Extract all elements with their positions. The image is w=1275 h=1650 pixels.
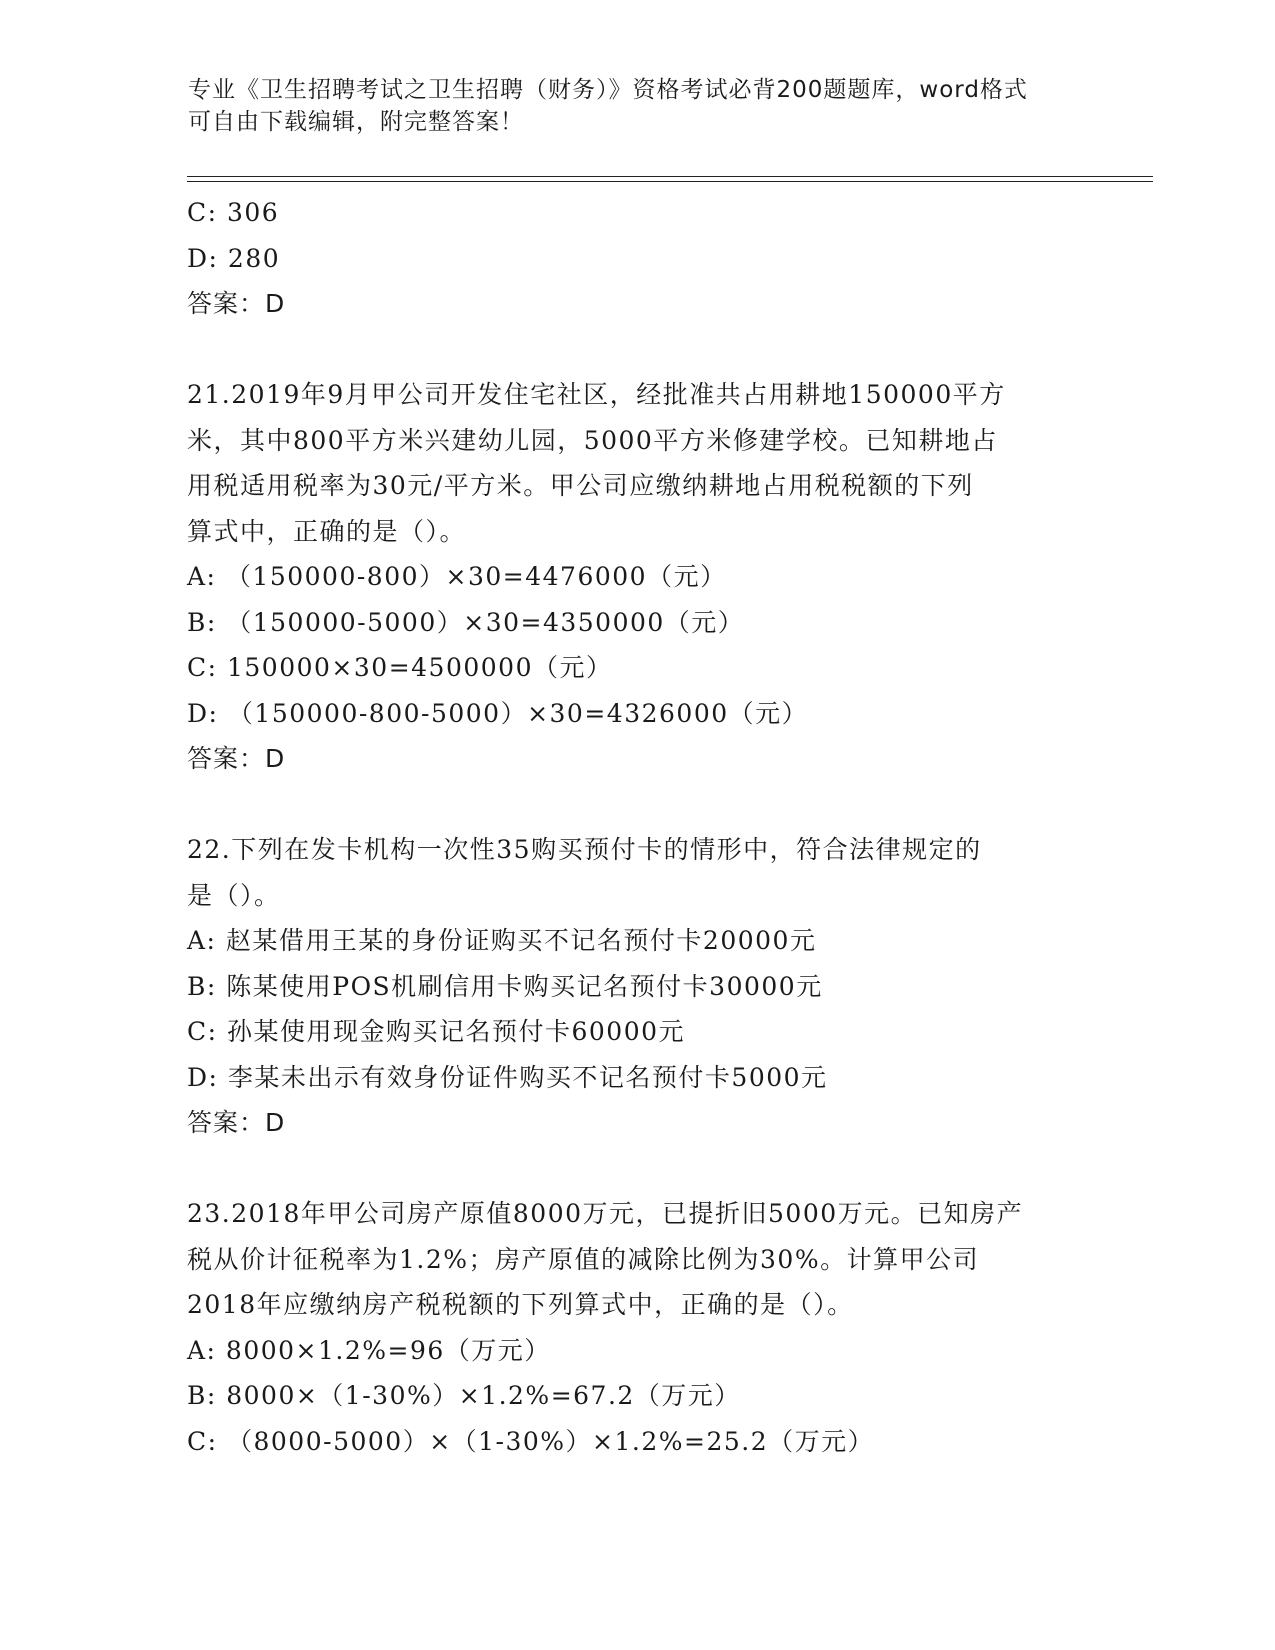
header-rule-bottom (187, 181, 1153, 182)
option-d: D: 280 (187, 243, 281, 273)
question-21 (187, 372, 1087, 782)
document-body (187, 190, 1087, 1464)
header-rule-top (187, 176, 1153, 177)
page-header (188, 74, 1088, 138)
option-b: B: 陈某使用POS机刷信用卡购买记名预付卡30000元 (187, 971, 823, 1001)
option-b: B: （150000-5000）×30=4350000（元） (187, 607, 745, 637)
answer-line: 答案：D (187, 1108, 286, 1137)
question-stem-line: 21.2019年9月甲公司开发住宅社区，经批准共占用耕地150000平方 (187, 380, 1006, 409)
question-stem-line: 是（）。 (187, 880, 281, 910)
question-stem-line: 算式中，正确的是（）。 (187, 516, 467, 546)
option-c: C: 306 (187, 198, 280, 227)
header-line-1: 专业《卫生招聘考试之卫生招聘（财务）》资格考试必背200题题库，word格式 (188, 77, 1028, 103)
option-d: D: （150000-800-5000）×30=4326000（元） (187, 698, 809, 728)
option-b: B: 8000×（1-30%）×1.2%=67.2（万元） (187, 1381, 741, 1410)
spacer (187, 1146, 1087, 1192)
spacer (187, 327, 1087, 373)
question-22 (187, 827, 1087, 1146)
previous-question-tail (187, 190, 1087, 327)
question-23 (187, 1191, 1087, 1464)
option-c: C: （8000-5000）×（1-30%）×1.2%=25.2（万元） (187, 1426, 875, 1456)
option-d: D: 李某未出示有效身份证件购买不记名预付卡5000元 (187, 1062, 828, 1092)
option-a: A: 赵某借用王某的身份证购买不记名预付卡20000元 (187, 926, 817, 955)
header-line-2: 可自由下载编辑，附完整答案！ (188, 109, 524, 135)
option-c: C: 孙某使用现金购买记名预付卡60000元 (187, 1017, 686, 1046)
answer-line: 答案：D (187, 744, 286, 773)
question-stem-line: 2018年应缴纳房产税税额的下列算式中，正确的是（）。 (187, 1290, 854, 1319)
option-a: A: （150000-800）×30=4476000（元） (187, 562, 727, 591)
question-stem-line: 用税适用税率为30元/平方米。甲公司应缴纳耕地占用税税额的下列 (187, 471, 974, 500)
question-stem-line: 税从价计征税率为1.2%；房产原值的减除比例为30%。计算甲公司 (187, 1244, 980, 1274)
question-stem-line: 22.下列在发卡机构一次性35购买预付卡的情形中，符合法律规定的 (187, 835, 982, 864)
option-c: C: 150000×30=4500000（元） (187, 653, 613, 682)
spacer (187, 782, 1087, 828)
question-stem-line: 米，其中800平方米兴建幼儿园，5000平方米修建学校。已知耕地占 (187, 425, 998, 455)
answer-line: 答案：D (187, 289, 286, 318)
question-stem-line: 23.2018年甲公司房产原值8000万元，已提折旧5000万元。已知房产 (187, 1199, 1024, 1228)
option-a: A: 8000×1.2%=96（万元） (187, 1335, 551, 1365)
